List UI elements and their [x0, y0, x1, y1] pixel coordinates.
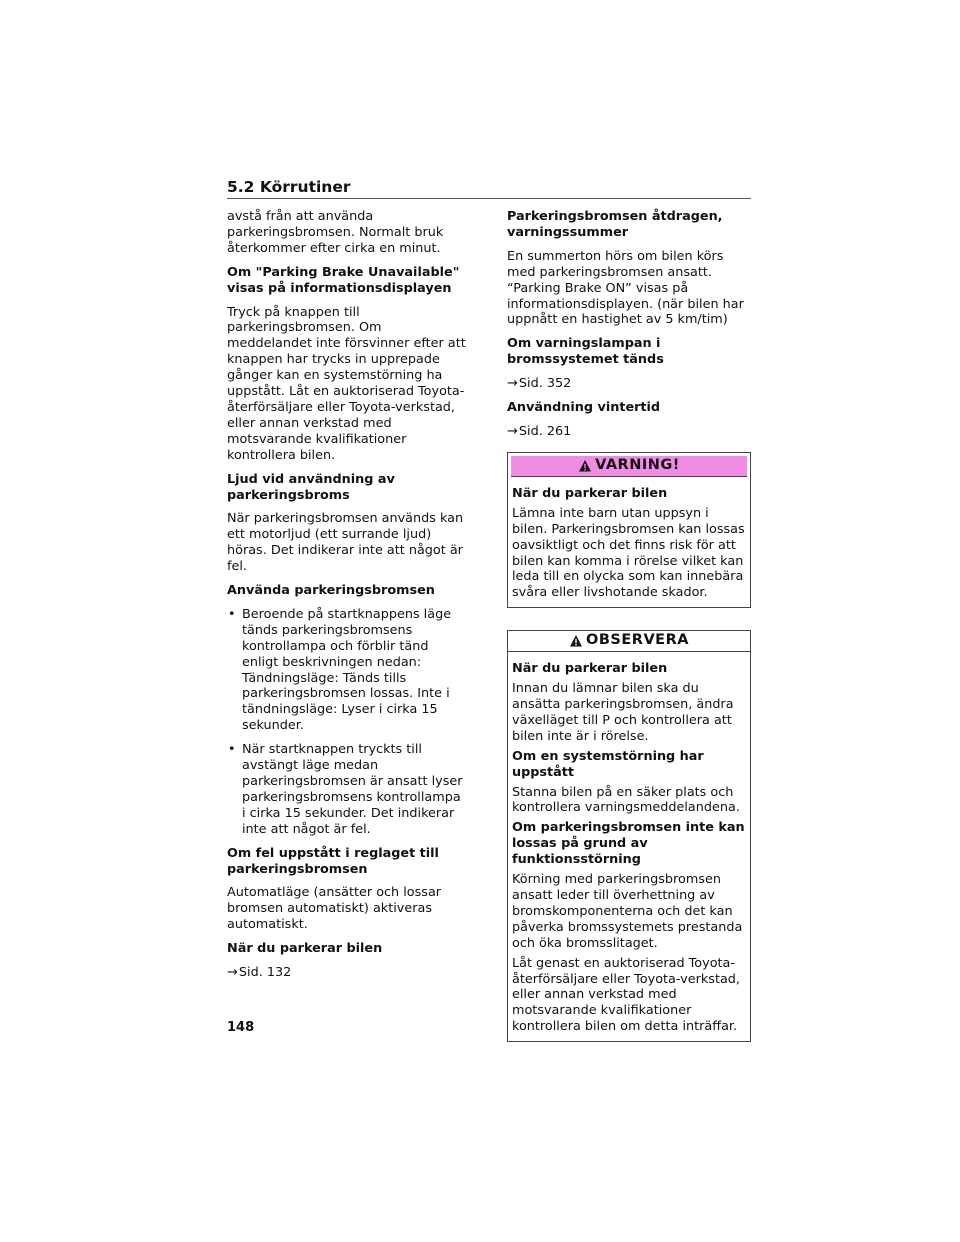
- paragraph: När parkeringsbromsen används kan ett motorljud (ett surrande ljud) höras. Det indikerar inte att något är fel.: [227, 511, 464, 575]
- paragraph: En summerton hörs om bilen körs med parkeringsbromsen ansatt. “Parking Brake ON” visas på informationsdisplayen. (när bilen har uppnått en hastighet av 5 km/tim): [507, 248, 744, 328]
- paragraph: Körning med parkeringsbromsen ansatt leder till överhettning av bromskomponenterna och det kan påverka bromssystemets prestanda och öka bromsslitaget.: [512, 872, 743, 951]
- notice-box: [507, 630, 751, 1042]
- notice-header: [508, 631, 750, 652]
- bullet-text: Beroende på startknappens läge tänds parkeringsbromsens kontrollampa och förblir tänd enligt beskrivningen nedan: Tändningsläge: Tänds tills parkeringsbromsen lossas. Inte i tändningsläge: Lyser i cirka 15 sekunder.: [242, 606, 452, 734]
- paragraph: Lämna inte barn utan uppsyn i bilen. Parkeringsbromsen kan lossas oavsiktligt och det finns risk för att bilen kan komma i rörelse vilket kan leda till en olycka som kan innebära svåra eller livshotande skador.: [512, 505, 745, 601]
- page-reference-link[interactable]: Sid. 352: [518, 376, 572, 392]
- heading: Parkeringsbromsen åtdragen, varningssummer: [507, 209, 723, 240]
- heading: Om fel uppstått i reglaget till parkeringsbromsen: [227, 845, 439, 877]
- paragraph: Automatläge (ansätter och lossar bromsen automatiskt) aktiveras automatiskt.: [227, 885, 442, 933]
- page-number: 148: [227, 1020, 255, 1035]
- heading: När du parkerar bilen: [227, 941, 383, 957]
- bullet-item: [227, 742, 467, 837]
- bullet-item: [227, 607, 467, 734]
- paragraph: Stanna bilen på en säker plats och kontrollera varningsmeddelandena.: [512, 784, 740, 816]
- warning-body: [508, 477, 750, 607]
- heading: När du parkerar bilen: [512, 661, 668, 677]
- paragraph: Innan du lämnar bilen ska du ansätta parkeringsbromsen, ändra växelläget till P och kontrollera att bilen inte är i rörelse.: [512, 681, 734, 744]
- heading: Om parkeringsbromsen inte kan lossas på grund av funktionsstörning: [512, 820, 745, 868]
- heading: När du parkerar bilen: [512, 485, 668, 501]
- heading: Om varningslampan i bromssystemet tänds: [507, 336, 664, 368]
- section-title: 5.2 Körrutiner: [227, 178, 351, 196]
- arrow-right-icon: →: [507, 423, 518, 439]
- warning-box: [507, 452, 751, 608]
- page-reference-link[interactable]: Sid. 261: [518, 423, 572, 439]
- paragraph: avstå från att använda parkeringsbromsen. Normalt bruk återkommer efter cirka en minut.: [227, 209, 444, 256]
- right-column: [507, 209, 751, 1042]
- page-reference: [507, 376, 751, 392]
- heading: Ljud vid användning av parkeringsbroms: [227, 471, 395, 503]
- heading: Om en systemstörning har uppstått: [512, 748, 704, 780]
- header-divider: [227, 198, 751, 199]
- notice-title: OBSERVERA: [586, 632, 689, 649]
- warning-header: [511, 456, 747, 477]
- page-reference: [227, 965, 467, 981]
- arrow-right-icon: →: [227, 965, 238, 981]
- bullet-text: När startknappen tryckts till avstängt läge medan parkeringsbromsen är ansatt lyser parkeringsbromsens kontrollampa i cirka 15 sekunder. Det indikerar inte att något är fel.: [242, 742, 463, 837]
- paragraph: Tryck på knappen till parkeringsbromsen. Om meddelandet inte försvinner efter att knappen har trycks in upprepade gånger kan en systemstörning ha uppstått. Låt en auktoriserad Toyota-återförsäljare eller Toyota-verkstad, eller annan verkstad med motsvarande kvalifikationer kontrollera bilen.: [227, 304, 466, 463]
- heading: Använda parkeringsbromsen: [227, 583, 435, 599]
- warning-triangle-icon: [569, 634, 583, 648]
- left-column: [227, 209, 467, 989]
- page-reference-link[interactable]: Sid. 132: [238, 965, 292, 981]
- page-reference: [507, 424, 751, 440]
- heading: Om "Parking Brake Unavailable" visas på informationsdisplayen: [227, 264, 460, 296]
- notice-body: [508, 652, 750, 1041]
- warning-triangle-icon: [578, 459, 592, 473]
- arrow-right-icon: →: [507, 376, 518, 392]
- warning-title: VARNING!: [595, 456, 680, 473]
- heading: Användning vintertid: [507, 400, 661, 416]
- paragraph: Låt genast en auktoriserad Toyota-återförsäljare eller Toyota-verkstad, eller annan verkstad med motsvarande kvalifikationer kontrollera bilen om detta inträffar.: [512, 955, 741, 1035]
